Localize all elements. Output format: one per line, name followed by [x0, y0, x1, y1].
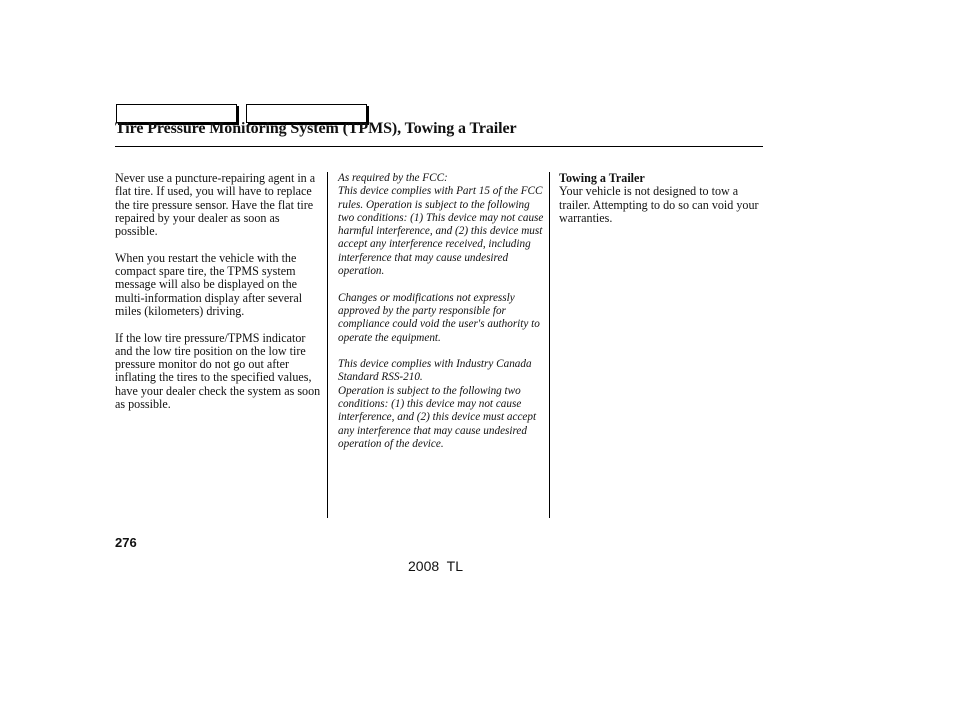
- industry-canada-paragraph: This device complies with Industry Canada Standard RSS-210.: [338, 358, 532, 384]
- title-underline: [115, 146, 763, 147]
- page-title: Tire Pressure Monitoring System (TPMS), Towing a Trailer: [115, 120, 517, 137]
- right-column: [559, 172, 764, 225]
- left-column: [115, 172, 325, 425]
- towing-text: Your vehicle is not designed to tow a trailer. Attempting to do so can void your warranties.: [559, 184, 759, 225]
- left-paragraph-1: Never use a puncture-repairing agent in a flat tire. If used, you will have to replace the tire pressure sensor. Have the flat tire repaired by your dealer as soon as possible.: [115, 171, 316, 239]
- fcc-intro: As required by the FCC:: [338, 172, 448, 184]
- operation-paragraph: Operation is subject to the following two conditions: (1) this device may not cause interference, and (2) this device must accept any interference that may cause undesired operation of the device.: [338, 384, 537, 450]
- page-number: 276: [115, 535, 137, 550]
- fcc-paragraph: This device complies with Part 15 of the FCC rules. Operation is subject to the following two conditions: (1) This device may not cause harmful interference, and (2) this device must accept any interference received, including interference that may cause undesired operation.: [338, 185, 544, 278]
- column-divider-1: [327, 172, 328, 518]
- column-divider-2: [549, 172, 550, 518]
- middle-column: [338, 172, 544, 465]
- model-footer: 2008 TL: [408, 558, 464, 574]
- modifications-paragraph: Changes or modifications not expressly approved by the party responsible for compliance could void the user's authority to operate the equipment.: [338, 291, 540, 344]
- towing-heading: Towing a Trailer: [559, 171, 645, 185]
- left-paragraph-2: When you restart the vehicle with the compact spare tire, the TPMS system message will also be displayed on the multi-information display after several miles (kilometers) driving.: [115, 250, 303, 318]
- left-paragraph-3: If the low tire pressure/TPMS indicator and the low tire position on the low tire pressure monitor do not go out after inflating the tires to the specified values, have your dealer check the system as soon as possible.: [115, 330, 321, 412]
